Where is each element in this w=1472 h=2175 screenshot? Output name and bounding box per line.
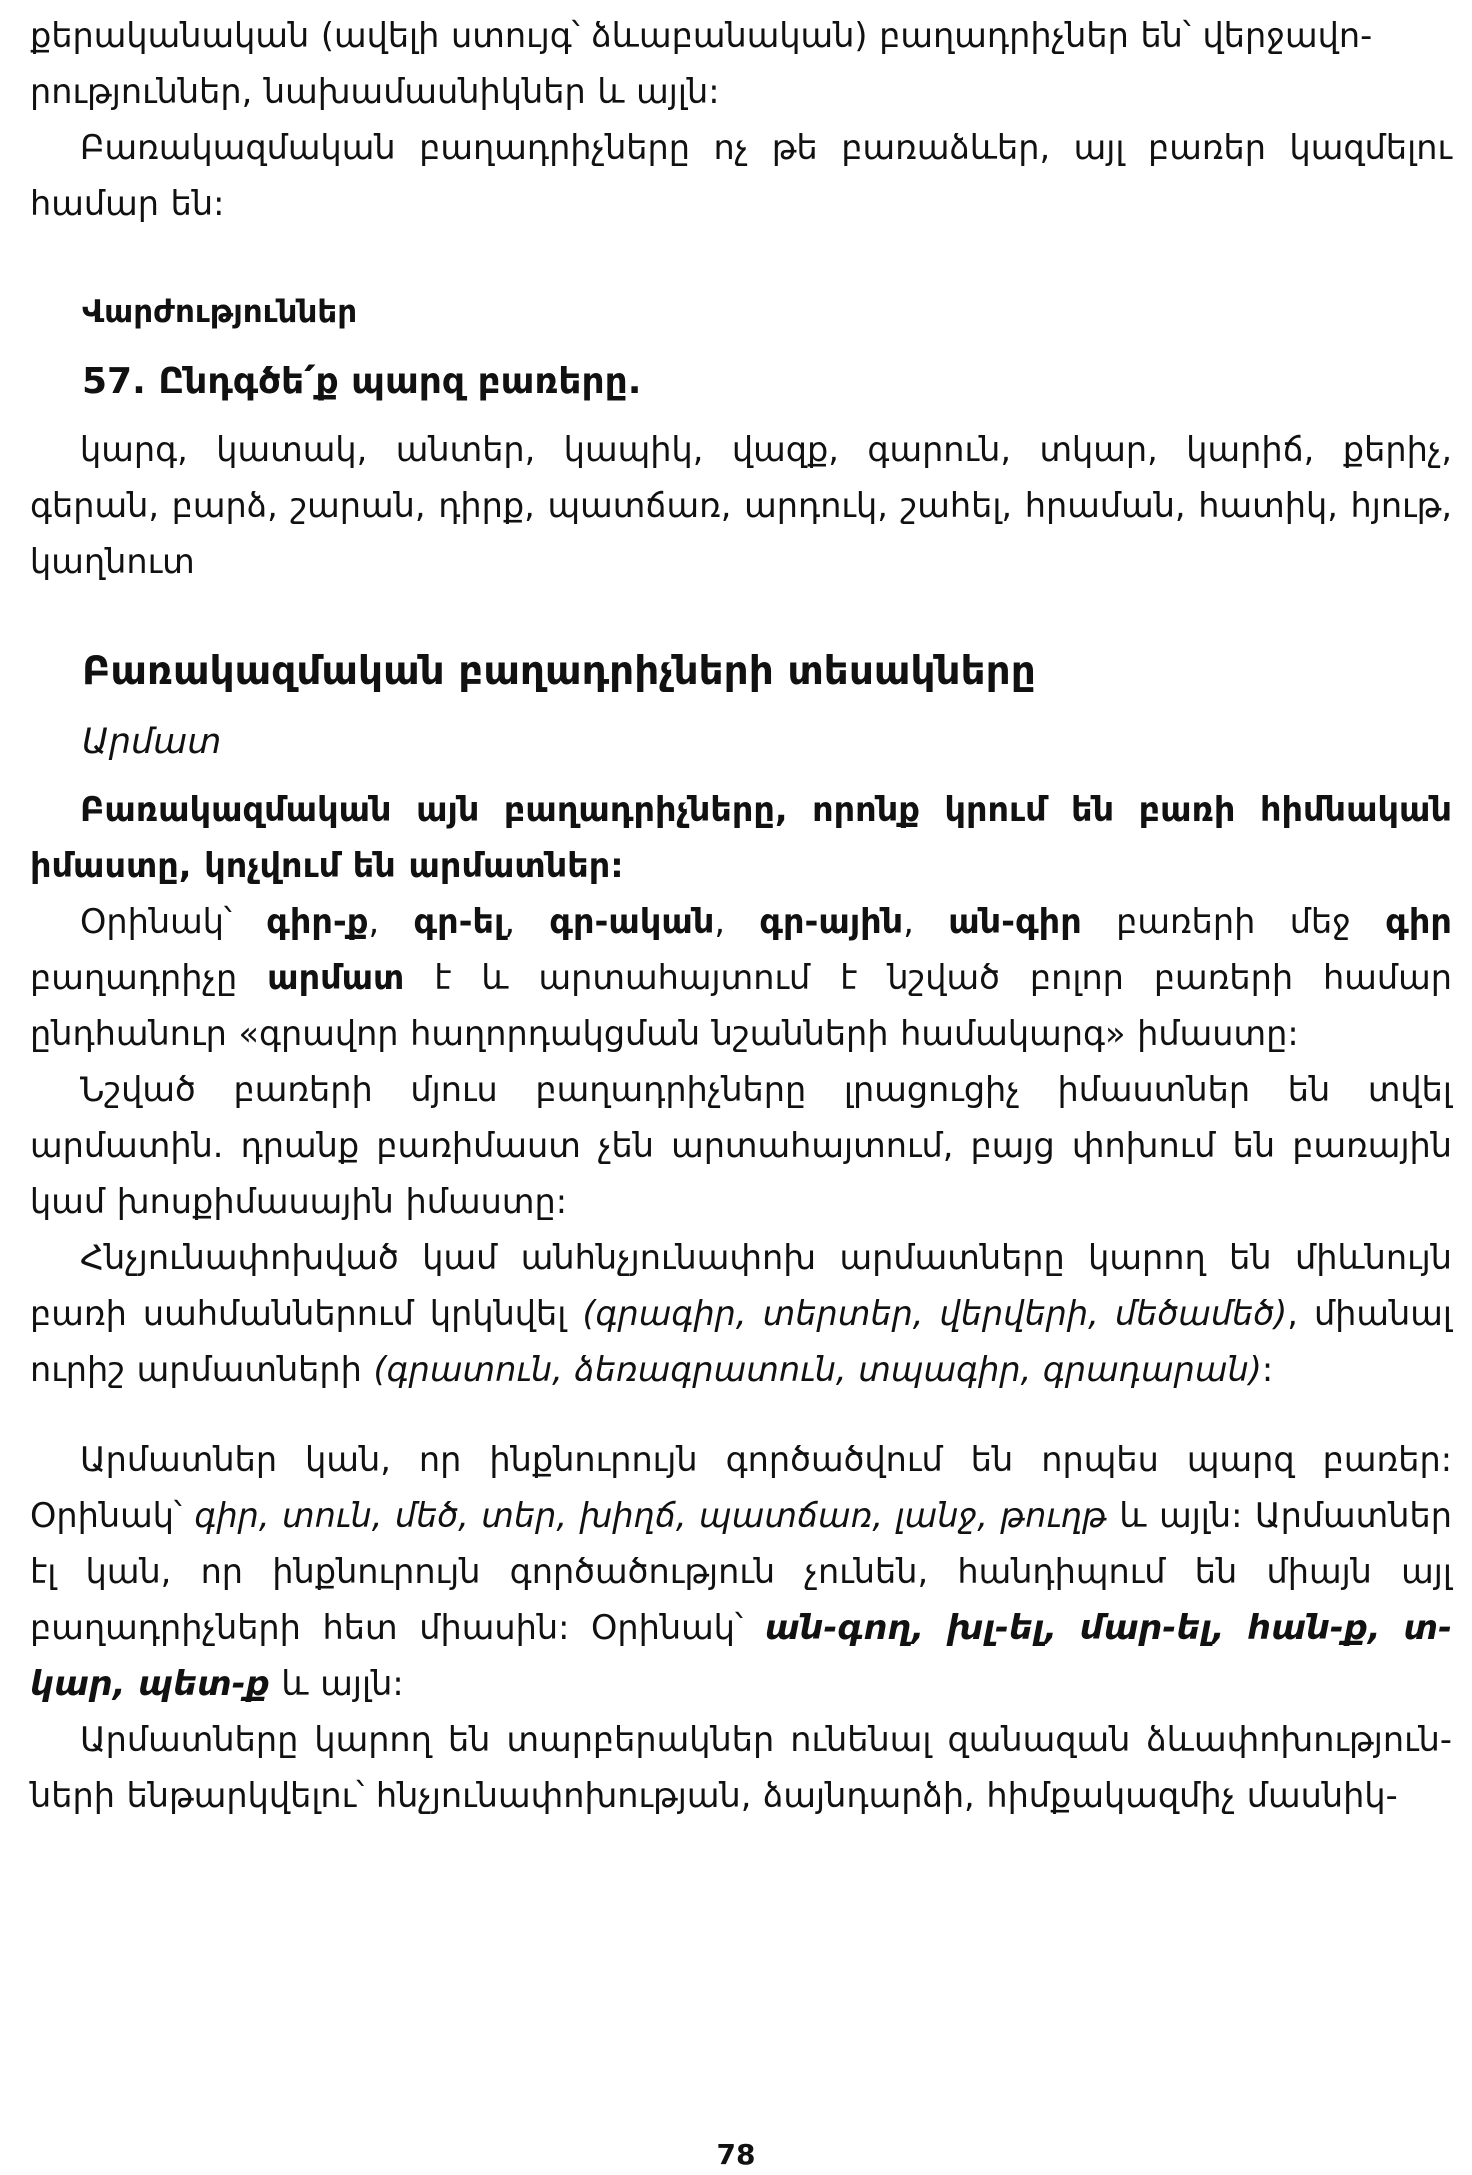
last-paragraph: Արմատները կարող են տարբերակներ ունենալ զանազան ձևափոխություն-ների ենթարկվելու՝ հնչյունափոխության, ձայնդարձի, հիմքակազմիչ մասնիկ- [30, 1720, 1452, 1815]
page-number: 78 [716, 2138, 756, 2171]
section-heading: Բառակազմական բաղադրիչների տեսակները [82, 649, 1036, 694]
example-word: ան-գիր [948, 902, 1082, 941]
example-word: գիր-ք [266, 902, 369, 941]
free-examples: գիր, տուն, մեծ, տեր, խիղճ, պատճառ, լանջ, թուղթ [194, 1496, 1107, 1535]
example-text: Օրինակ՝ [80, 902, 267, 941]
exercise-57-title: 57. Ընդգծե՛ք պարզ բառերը. [82, 361, 642, 402]
exercises-heading: Վարժություններ [82, 294, 358, 330]
repeat-examples: (գրագիր, տերտեր, վերվերի, մեծամեծ) [582, 1294, 1288, 1333]
repeat-text: , միանալ ուրիշ արմատների [30, 1294, 1452, 1389]
example-text: , [368, 902, 414, 941]
repeat-examples: (գրատուն, ձեռագրատուն, տպագիր, գրադարան) [373, 1350, 1262, 1389]
repeat-text: : [1261, 1350, 1274, 1389]
intro-line-2: րություններ, նախամասնիկներ և այլն: [30, 72, 720, 111]
example-word: գր-ել [413, 902, 505, 941]
repeat-roots-paragraph [30, 1230, 1452, 1398]
other-components-paragraph: Նշված բառերի մյուս բաղադրիչները լրացուցիչ իմաստներ են տվել արմատին. դրանք բառիմաստ չեն արտահայտում, բայց փոխում են բառային կամ խոսքիմասային իմաստը: [30, 1070, 1452, 1221]
exercise-57-words: կարգ, կատակ, անտեր, կապիկ, վազք, գարուն, տկար, կարիճ, քերիչ, գերան, բարձ, շարան, դիրք, պատճառ, արդուկ, շահել, հրաման, հատիկ, հյութ, կաղնուտ [30, 430, 1452, 581]
free-roots-paragraph [30, 1432, 1452, 1712]
bound-examples: ան-գող, խլ-ել, մար-ել, հան-ք, տ-կար, պետ-ք [30, 1608, 1453, 1703]
example-text: , [504, 902, 550, 941]
intro-paragraph-2: Բառակազմական բաղադրիչները ոչ թե բառաձևեր, այլ բառեր կազմելու համար են: [30, 128, 1452, 223]
example-text: բաղադրիչը [30, 958, 268, 997]
example-text: է և արտահայտում է նշված բոլոր բառերի համար ընդհանուր «գրավոր հաղորդակցման նշանների համակարգ» իմաստը: [30, 958, 1452, 1053]
example-text: , [714, 902, 760, 941]
free-text: Արմատներ կան, որ ինքնուրույն գործածվում են որպես պարզ բառեր: Օրինակ՝ [30, 1440, 1452, 1535]
free-text: և այլն: Արմատներ էլ կան, որ ինքնուրույն գործածություն չունեն, հանդիպում են միայն այլ բաղադրիչների հետ միասին: Օրինակ՝ [30, 1496, 1452, 1647]
definition-paragraph: Բառակազմական այն բաղադրիչները, որոնք կրում են բառի հիմնական իմաստը, կոչվում են արմատներ: [30, 790, 1452, 885]
example-text: , [903, 902, 949, 941]
subsection-heading: Արմատ [82, 722, 222, 762]
example-word: գիր [1385, 902, 1452, 941]
intro-line-1: քերականական (ավելի ստույգ՝ ձևաբանական) բաղադրիչներ են՝ վերջավո- [30, 16, 1373, 55]
example-paragraph [30, 894, 1452, 1062]
example-word: գր-ային [759, 902, 904, 941]
example-word: արմատ [267, 958, 405, 997]
example-word: գր-ական [549, 902, 715, 941]
example-text: բառերի մեջ [1081, 902, 1386, 941]
free-text: և այլն: [269, 1664, 404, 1703]
repeat-text: Հնչյունափոխված կամ անհնչյունափոխ արմատները կարող են միևնույն բառի սահմաններում կրկնվել [30, 1238, 1452, 1333]
page-content [30, 8, 1452, 1824]
